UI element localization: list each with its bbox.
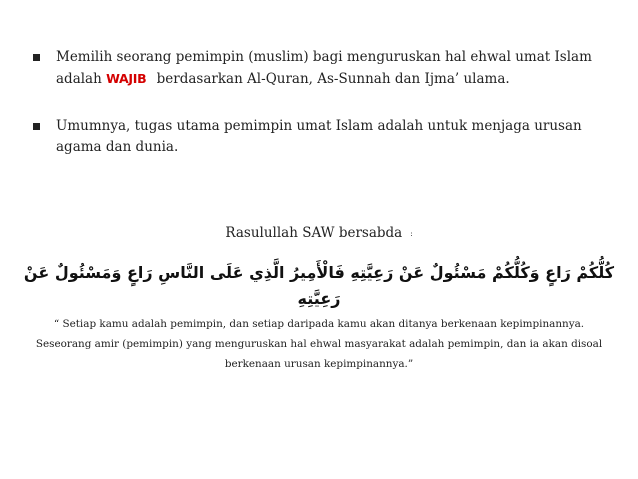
bullet-text: Umumnya, tugas utama pemimpin umat Islam adalah untuk menjaga urusan agama dan dunia. (56, 118, 582, 155)
quote-heading-text: Rasulullah SAW bersabda (225, 225, 403, 241)
wajib-highlight: WAJIB (106, 71, 147, 86)
hadith-translation: “ Setiap kamu adalah pemimpin, dan setiap daripada kamu akan ditanya berkenaan kepimpinannya. Seseorang amir (pemimpin) yang menguruskan hal ehwal masyarakat adalah pemimpin, dan ia akan disoal berkenaan urusan kepimpinannya.” (35, 318, 603, 370)
bullet-text-after: berdasarkan Al-Quran, As-Sunnah dan Ijma’ ulama. (156, 71, 510, 87)
quote-heading (0, 223, 638, 244)
bullet-item-tugas (33, 116, 593, 158)
bullet-item-wajib (33, 47, 593, 90)
quote-heading-colon: : (410, 229, 413, 238)
square-bullet-icon (33, 123, 40, 130)
bullet-text (56, 47, 593, 90)
bullet-text-before: Memilih seorang pemimpin (muslim) bagi menguruskan hal ehwal umat Islam adalah (56, 49, 592, 87)
arabic-hadith-text: كُلُّكُمْ رَاعٍ وَكُلُّكُمْ مَسْئُولٌ عَنْ رَعِيَّتِهِ فَالْأَمِيرُ الَّذِي عَلَى النَّاسِ رَاعٍ وَمَسْئُولٌ عَنْ رَعِيَّتِهِ (23, 263, 615, 308)
square-bullet-icon (33, 54, 40, 61)
